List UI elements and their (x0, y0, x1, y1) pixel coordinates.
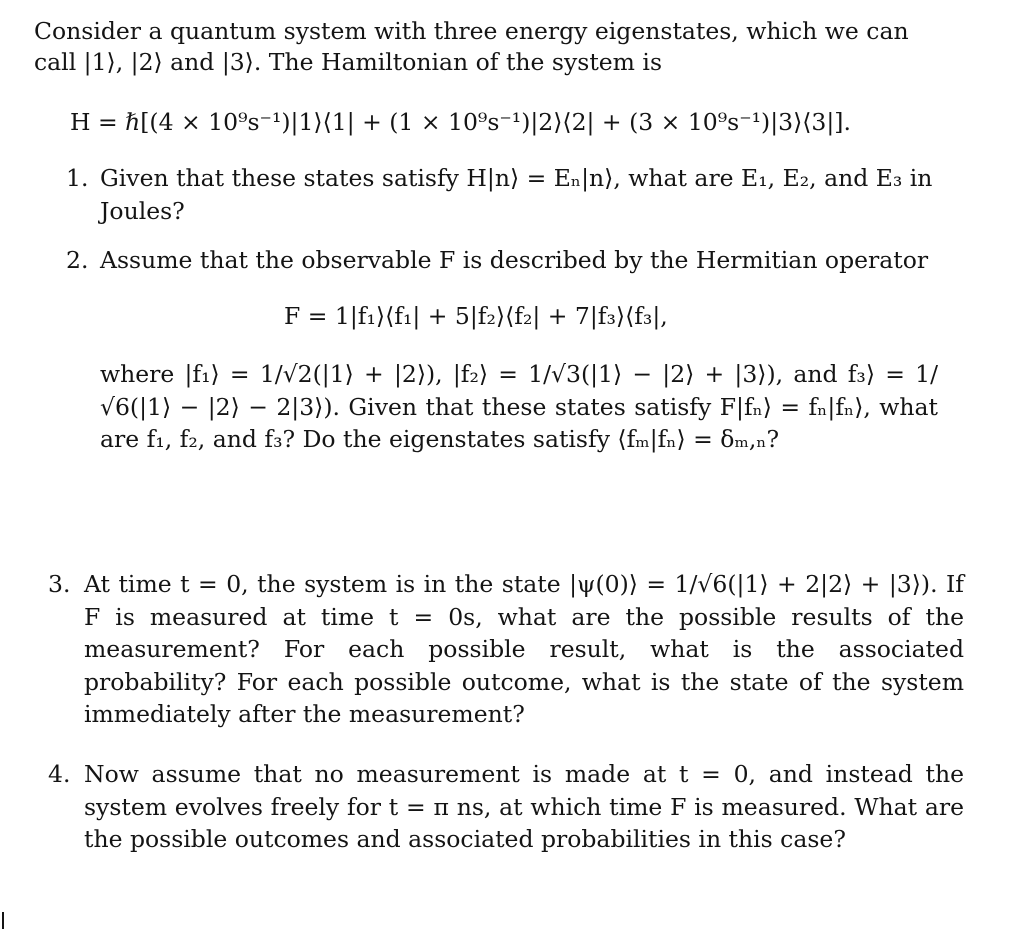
question-4-number: 4. (48, 760, 71, 788)
text-cursor (2, 912, 4, 929)
hamiltonian-equation (70, 108, 851, 136)
question-2-number: 2. (66, 246, 89, 274)
intro-paragraph (34, 16, 944, 78)
question-1-number: 1. (66, 164, 89, 192)
question-2-intro: Assume that the observable F is described by the Hermitian operator (100, 246, 929, 274)
question-4-text: Now assume that no measurement is made at t = 0, and instead the system evolves freely for t = π ns, at which time F is measured. What are the possible outcomes and associated probabilities in this case? (84, 760, 964, 853)
hamiltonian-text: H = ℏ[(4 × 10⁹s⁻¹)|1⟩⟨1| + (1 × 10⁹s⁻¹)|2⟩⟨2| + (3 × 10⁹s⁻¹)|3⟩⟨3|]. (70, 108, 851, 136)
question-1-text: Given that these states satisfy H|n⟩ = Eₙ|n⟩, what are E₁, E₂, and E₃ in Joules? (100, 164, 933, 225)
operator-text: F = 1|f₁⟩⟨f₁| + 5|f₂⟩⟨f₂| + 7|f₃⟩⟨f₃|, (284, 302, 668, 330)
question-3-text: At time t = 0, the system is in the state |ψ(0)⟩ = 1/√6(|1⟩ + 2|2⟩ + |3⟩). If F is measured at time t = 0s, what are the possible results of the measurement? For each possible result, what is the associated probability? For each possible outcome, what is the state of the system immediately after the measurement? (84, 570, 964, 728)
question-3-number: 3. (48, 570, 71, 598)
intro-text: Consider a quantum system with three energy eigenstates, which we can call |1⟩, |2⟩ and |3⟩. The Hamiltonian of the system is (34, 17, 909, 76)
operator-equation (284, 302, 668, 330)
question-2-details: where |f₁⟩ = 1/√2(|1⟩ + |2⟩), |f₂⟩ = 1/√3(|1⟩ − |2⟩ + |3⟩), and f₃⟩ = 1/√6(|1⟩ − |2⟩ − 2|3⟩). Given that these states satisfy F|fₙ⟩ = fₙ|fₙ⟩, what are f₁, f₂, and f₃? Do the eigenstates satisfy ⟨fₘ|fₙ⟩ = δₘ,ₙ? (100, 360, 938, 453)
